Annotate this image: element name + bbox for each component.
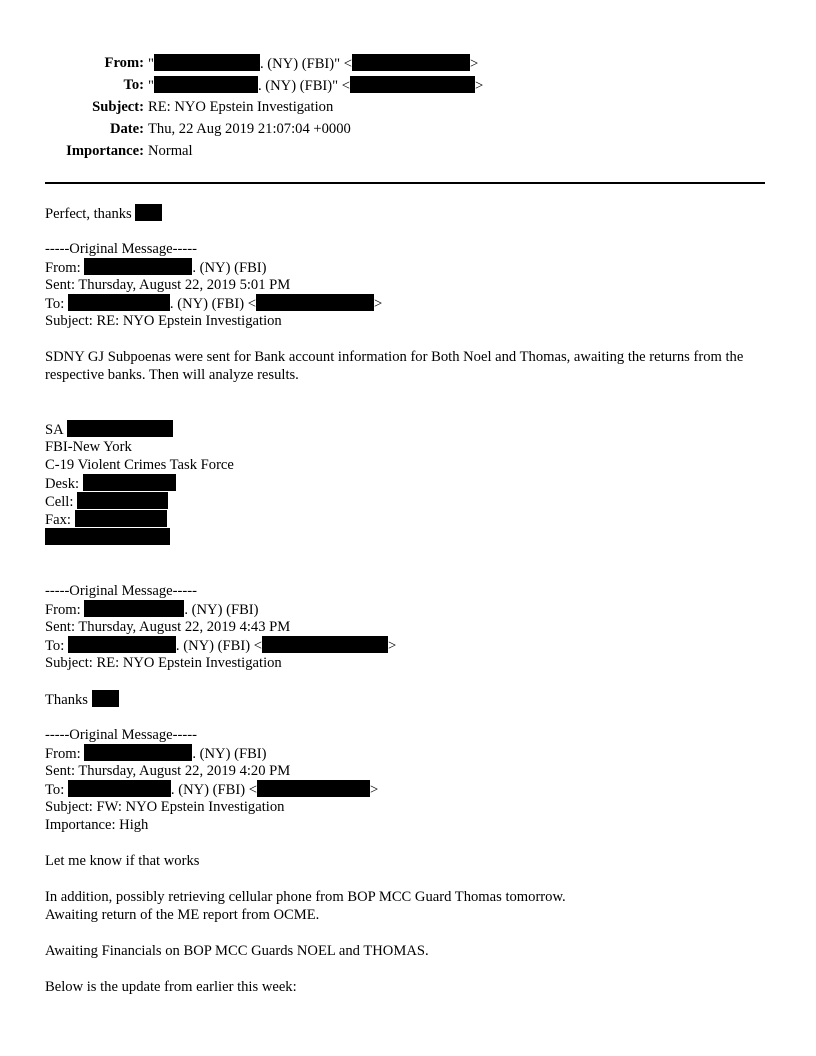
redaction-box [92,690,119,707]
msg1-to: To: . (NY) (FBI) < > [45,296,383,312]
sig-unit: C-19 Violent Crimes Task Force [45,457,234,473]
original-message-divider: -----Original Message----- [45,241,197,257]
header-date-row [0,120,816,142]
to-value: " . (NY) (FBI)" < > [148,78,484,94]
redaction-box [256,294,374,311]
sig-cell: Cell: [45,492,765,510]
msg3-paragraph: Let me know if that works [45,853,200,869]
redaction-box [75,510,167,527]
redaction-box [262,636,388,653]
redaction-box [350,76,475,93]
redaction-box [68,636,176,653]
sig-desk: Desk: [45,474,765,492]
redaction-box [84,258,192,275]
msg3-paragraph: In addition, possibly retrieving cellular phone from BOP MCC Guard Thomas tomorrow. [45,889,566,905]
msg1-from: From: . (NY) (FBI) [45,260,267,276]
msg2-sent: Sent: Thursday, August 22, 2019 4:43 PM [45,619,291,635]
reply-greeting: Perfect, thanks [45,204,765,222]
original-message-divider: -----Original Message----- [45,583,197,599]
email-body [45,204,765,996]
msg1-sent: Sent: Thursday, August 22, 2019 5:01 PM [45,277,291,293]
sig-office: FBI-New York [45,439,132,455]
redaction-box [45,528,170,545]
redaction-box [67,420,173,437]
date-value: Thu, 22 Aug 2019 21:07:04 +0000 [148,121,351,137]
original-message-divider: -----Original Message----- [45,727,197,743]
msg3-subject: Subject: FW: NYO Epstein Investigation [45,799,285,815]
msg2-to: To: . (NY) (FBI) < > [45,638,397,654]
redaction-box [352,54,470,71]
sig-fax: Fax: [45,510,765,528]
msg3-from: From: . (NY) (FBI) [45,746,267,762]
msg1-text: SDNY GJ Subpoenas were sent for Bank account information for Both Noel and Thomas, awaiting the returns from the respective banks. Then will analyze results. [45,349,744,383]
msg3-paragraph: Awaiting return of the ME report from OCME. [45,907,320,923]
msg3-sent: Sent: Thursday, August 22, 2019 4:20 PM [45,763,291,779]
msg2-text: Thanks [45,690,765,708]
subject-label: Subject: [92,99,144,115]
msg3-to: To: . (NY) (FBI) < > [45,782,379,798]
msg3-importance: Importance: High [45,817,149,833]
redaction-box [68,780,171,797]
from-label: From: [104,55,144,71]
redaction-box [257,780,370,797]
sig-email [45,528,765,546]
msg1-subject: Subject: RE: NYO Epstein Investigation [45,313,282,329]
header-to-row [0,76,816,98]
msg2-from: From: . (NY) (FBI) [45,602,259,618]
email-header [0,54,816,164]
redaction-box [83,474,176,491]
header-divider [45,182,765,184]
date-label: Date: [109,121,144,137]
to-label: To: [123,77,144,93]
header-importance-row [0,142,816,164]
redaction-box [68,294,170,311]
redaction-box [84,744,192,761]
msg3-paragraph: Below is the update from earlier this week: [45,979,297,995]
importance-label: Importance: [66,143,144,159]
header-from-row [0,54,816,76]
redaction-box [154,54,260,71]
redaction-box [77,492,168,509]
from-value: " . (NY) (FBI)" < > [148,56,479,72]
redaction-box [135,204,162,221]
redaction-box [154,76,258,93]
redaction-box [84,600,184,617]
subject-value: RE: NYO Epstein Investigation [148,99,334,115]
importance-value: Normal [148,143,193,159]
header-subject-row [0,98,816,120]
sig-sa: SA [45,420,765,438]
msg3-paragraph: Awaiting Financials on BOP MCC Guards NOEL and THOMAS. [45,943,429,959]
msg2-subject: Subject: RE: NYO Epstein Investigation [45,655,282,671]
